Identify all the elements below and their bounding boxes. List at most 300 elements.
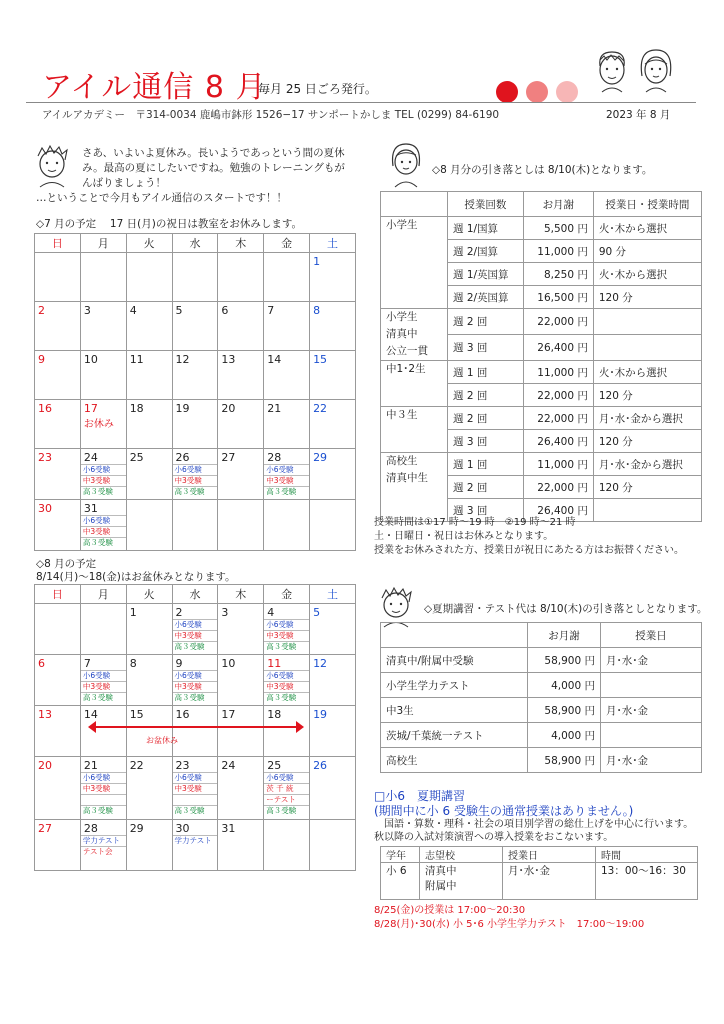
lesson-schedule bbox=[593, 335, 701, 361]
course-fee: 58,900 円 bbox=[528, 698, 601, 723]
col-school: 志望校 bbox=[420, 847, 503, 863]
day-number: 30 bbox=[38, 502, 52, 515]
day-number: 2 bbox=[175, 606, 183, 619]
calendar-day bbox=[218, 449, 264, 500]
note-line: 授業時間は①17 時～19 時 ②19 時～21 時 bbox=[374, 517, 576, 528]
calendar-day bbox=[126, 351, 172, 400]
course-days bbox=[601, 723, 702, 748]
august-heading-2: 8/14(月)～18(金)はお盆休みとなります。 bbox=[36, 571, 236, 583]
day-number: 26 bbox=[313, 759, 328, 772]
day-number: 3 bbox=[221, 606, 229, 619]
calendar-day bbox=[126, 449, 172, 500]
calendar-day bbox=[80, 400, 126, 449]
day-number: 29 bbox=[129, 822, 144, 835]
exam-tag: ーテスト bbox=[264, 794, 309, 805]
calendar-day bbox=[264, 604, 310, 655]
exam-tag: 中3受験 bbox=[173, 475, 218, 486]
day-number: 31 bbox=[83, 502, 98, 515]
academy-info: アイルアカデミー 〒314-0034 鹿嶋市鉢形 1526−17 サンポートかしま TEL (0299) 84-6190 bbox=[42, 109, 500, 121]
exam-tag: 小6受験 bbox=[264, 619, 309, 630]
exam-tag: 高３受験 bbox=[81, 805, 126, 816]
day-number: 25 bbox=[129, 451, 144, 464]
calendar-day bbox=[35, 706, 81, 757]
school-cell bbox=[420, 863, 503, 900]
exam-tag: 小6受験 bbox=[81, 464, 126, 475]
fee-header bbox=[381, 192, 448, 217]
day-number: 21 bbox=[83, 759, 98, 772]
calendar-day bbox=[264, 500, 310, 551]
summer-header: 授業日 bbox=[601, 623, 702, 648]
exam-tag: 高３受験 bbox=[81, 486, 126, 497]
day-number: 28 bbox=[83, 822, 98, 835]
exam-tag: 高３受験 bbox=[264, 641, 309, 652]
day-number: 21 bbox=[267, 402, 282, 415]
intro-text-2: …ということで今月もアイル通信のスタートです！！ bbox=[36, 192, 288, 204]
calendar-day bbox=[310, 400, 356, 449]
exam-tag: 高３受験 bbox=[81, 537, 126, 548]
summer-header: お月謝 bbox=[528, 623, 601, 648]
day-number: 1 bbox=[129, 606, 137, 619]
arrow-right-icon bbox=[296, 721, 304, 733]
calendar-day bbox=[218, 302, 264, 351]
day-number: 12 bbox=[175, 353, 190, 366]
course-name: 小学生学力テスト bbox=[381, 673, 528, 698]
calendar-day bbox=[218, 351, 264, 400]
monthly-fee: 11,000 円 bbox=[523, 453, 593, 476]
calendar-day bbox=[264, 400, 310, 449]
exam-tag: 小6受験 bbox=[173, 670, 218, 681]
lesson-schedule: 120 分 bbox=[593, 384, 701, 407]
day-number: 17 bbox=[221, 708, 236, 721]
calendar-day bbox=[80, 604, 126, 655]
fee-row bbox=[381, 217, 702, 240]
lesson-schedule: 120 分 bbox=[593, 286, 701, 309]
day-number: 23 bbox=[175, 759, 190, 772]
exam-tag: 学力テスト bbox=[81, 835, 126, 846]
calendar-week bbox=[35, 449, 356, 500]
day-number: 7 bbox=[267, 304, 275, 317]
calendar-day bbox=[35, 604, 81, 655]
day-number: 29 bbox=[313, 451, 328, 464]
day-number: 4 bbox=[129, 304, 137, 317]
exam-tag: 中3受験 bbox=[173, 630, 218, 641]
exam-tag: 小6受験 bbox=[173, 464, 218, 475]
lesson-schedule: 月･水･金から選択 bbox=[593, 453, 701, 476]
day-number: 9 bbox=[175, 657, 183, 670]
calendar-day bbox=[310, 706, 356, 757]
calendar-day bbox=[172, 706, 218, 757]
calendar-day bbox=[172, 655, 218, 706]
exam-tag: 高３受験 bbox=[81, 692, 126, 703]
lesson-schedule: 月･水･金から選択 bbox=[593, 407, 701, 430]
calendar-week bbox=[35, 302, 356, 351]
calendar-day bbox=[310, 302, 356, 351]
obon-label: お盆休み bbox=[146, 736, 178, 745]
lesson-count: 週 2 回 bbox=[448, 407, 524, 430]
calendar-day bbox=[35, 500, 81, 551]
exam-tag bbox=[81, 794, 126, 805]
lesson-count: 週 2 回 bbox=[448, 384, 524, 407]
calendar-week bbox=[35, 351, 356, 400]
calendar-day bbox=[264, 253, 310, 302]
calendar-day bbox=[172, 449, 218, 500]
col-grade: 学年 bbox=[381, 847, 420, 863]
day-number: 14 bbox=[83, 708, 98, 721]
day-number: 4 bbox=[267, 606, 275, 619]
weekday-header: 土 bbox=[310, 585, 356, 604]
summer-row bbox=[381, 673, 702, 698]
calendar-day bbox=[310, 449, 356, 500]
day-number: 8 bbox=[129, 657, 137, 670]
school-name: 附属中 bbox=[425, 880, 457, 892]
calendar-day bbox=[35, 253, 81, 302]
day-number: 9 bbox=[38, 353, 45, 366]
grade-group: 小学生 清真中 公立一貫 bbox=[381, 309, 448, 361]
monthly-fee: 22,000 円 bbox=[523, 407, 593, 430]
fee-header: 授業日・授業時間 bbox=[593, 192, 701, 217]
weekday-header: 日 bbox=[35, 585, 81, 604]
calendar-day bbox=[172, 820, 218, 871]
day-number: 22 bbox=[129, 759, 144, 772]
day-number: 16 bbox=[38, 402, 52, 415]
lesson-count: 週 1/国算 bbox=[448, 217, 524, 240]
calendar-week bbox=[35, 604, 356, 655]
monthly-fee: 22,000 円 bbox=[523, 384, 593, 407]
calendar-day bbox=[218, 706, 264, 757]
calendar-day bbox=[264, 655, 310, 706]
grade6-subtitle: (期間中に小 6 受験生の通常授業はありません。) bbox=[374, 804, 634, 818]
exam-tag: 中3受験 bbox=[81, 783, 126, 794]
lesson-count: 週 3 回 bbox=[448, 430, 524, 453]
calendar-day bbox=[80, 253, 126, 302]
weekday-header: 月 bbox=[80, 585, 126, 604]
days-cell: 月･水･金 bbox=[503, 863, 596, 900]
weekday-header: 水 bbox=[172, 585, 218, 604]
fee-row bbox=[381, 361, 702, 384]
calendar-day bbox=[126, 500, 172, 551]
fee-header: 授業回数 bbox=[448, 192, 524, 217]
day-number: 19 bbox=[175, 402, 190, 415]
calendar-day bbox=[126, 253, 172, 302]
fee-row bbox=[381, 453, 702, 476]
calendar-day bbox=[172, 500, 218, 551]
calendar-day bbox=[310, 253, 356, 302]
exam-tag: 中3受験 bbox=[173, 681, 218, 692]
day-number: 31 bbox=[221, 822, 236, 835]
day-number: 5 bbox=[313, 606, 321, 619]
july-heading: ◇7 月の予定 17 日(月)の祝日は教室をお休みします。 bbox=[36, 218, 302, 230]
day-number: 24 bbox=[83, 451, 98, 464]
day-number: 3 bbox=[83, 304, 91, 317]
calendar-day bbox=[35, 302, 81, 351]
holiday-note: お休み bbox=[83, 419, 114, 430]
calendar-day bbox=[80, 655, 126, 706]
monthly-fee: 26,400 円 bbox=[523, 430, 593, 453]
day-number: 15 bbox=[313, 353, 328, 366]
exam-tag: 中3受験 bbox=[81, 681, 126, 692]
class-time-notes bbox=[374, 516, 684, 558]
calendar-day bbox=[80, 449, 126, 500]
newsletter-subtitle: 毎月 25 日ごろ発行。 bbox=[258, 82, 377, 96]
course-days: 月･水･金 bbox=[601, 648, 702, 673]
grade6-schedule-table bbox=[380, 846, 698, 900]
calendar-week bbox=[35, 400, 356, 449]
day-number: 30 bbox=[175, 822, 190, 835]
calendar-day bbox=[172, 302, 218, 351]
calendar-day bbox=[126, 757, 172, 820]
grade-group: 中３生 bbox=[381, 407, 448, 453]
light-pink-dot-icon bbox=[556, 81, 578, 103]
red-dot-icon bbox=[496, 81, 518, 103]
lesson-schedule: 90 分 bbox=[593, 240, 701, 263]
course-name: 清真中/附属中受験 bbox=[381, 648, 528, 673]
day-number: 1 bbox=[313, 255, 321, 268]
weekday-header: 土 bbox=[310, 234, 356, 253]
calendar-day bbox=[264, 449, 310, 500]
school-name: 清真中 bbox=[425, 865, 457, 877]
woman-face-icon bbox=[386, 140, 426, 188]
course-fee: 4,000 円 bbox=[528, 673, 601, 698]
calendar-day bbox=[126, 302, 172, 351]
exam-tag: 小6受験 bbox=[173, 619, 218, 630]
calendar-week bbox=[35, 655, 356, 706]
calendar-day bbox=[126, 820, 172, 871]
summer-row bbox=[381, 748, 702, 773]
calendar-day bbox=[310, 820, 356, 871]
summer-header bbox=[381, 623, 528, 648]
obon-arrow bbox=[92, 726, 298, 728]
day-number: 19 bbox=[313, 708, 328, 721]
day-number: 22 bbox=[313, 402, 328, 415]
day-number: 18 bbox=[267, 708, 282, 721]
exam-tag: 中3受験 bbox=[81, 475, 126, 486]
lesson-count: 週 2 回 bbox=[448, 476, 524, 499]
calendar-day bbox=[218, 400, 264, 449]
issue-date: 2023 年 8 月 bbox=[606, 109, 671, 121]
lesson-schedule: 火･木から選択 bbox=[593, 361, 701, 384]
day-number: 14 bbox=[267, 353, 282, 366]
monthly-fee-table bbox=[380, 191, 702, 522]
exam-tag: 高３受験 bbox=[173, 692, 218, 703]
calendar-day bbox=[218, 757, 264, 820]
calendar-week bbox=[35, 706, 356, 757]
exam-tag: 中3受験 bbox=[264, 630, 309, 641]
exam-tag: 小6受験 bbox=[81, 515, 126, 526]
day-number: 2 bbox=[38, 304, 45, 317]
calendar-day bbox=[310, 655, 356, 706]
calendar-day bbox=[35, 655, 81, 706]
day-number: 8 bbox=[313, 304, 321, 317]
col-time: 時間 bbox=[596, 847, 698, 863]
course-fee: 58,900 円 bbox=[528, 648, 601, 673]
lesson-schedule bbox=[593, 309, 701, 335]
calendar-day bbox=[80, 302, 126, 351]
course-name: 中3生 bbox=[381, 698, 528, 723]
day-number: 18 bbox=[129, 402, 144, 415]
calendar-day bbox=[310, 351, 356, 400]
calendar-day bbox=[80, 757, 126, 820]
fee-row bbox=[381, 309, 702, 335]
calendar-day bbox=[80, 500, 126, 551]
lesson-count: 週 1 回 bbox=[448, 361, 524, 384]
header-divider bbox=[26, 102, 696, 103]
course-name: 高校生 bbox=[381, 748, 528, 773]
weekday-header: 木 bbox=[218, 585, 264, 604]
grade-cell: 小 6 bbox=[381, 863, 420, 900]
day-number: 24 bbox=[221, 759, 236, 772]
calendar-week bbox=[35, 500, 356, 551]
weekday-header: 金 bbox=[264, 234, 310, 253]
weekday-header: 水 bbox=[172, 234, 218, 253]
intro-text: さあ、いよいよ夏休み。長いようであっという間の夏休み。最高の夏にしたいですね。勉強のトレーニングもがんばりましょう！ bbox=[82, 147, 345, 189]
calendar-day bbox=[172, 400, 218, 449]
lesson-schedule: 120 分 bbox=[593, 430, 701, 453]
lesson-count: 週 3 回 bbox=[448, 499, 524, 522]
day-number: 11 bbox=[129, 353, 144, 366]
monthly-fee: 11,000 円 bbox=[523, 240, 593, 263]
calendar-day bbox=[126, 655, 172, 706]
lesson-count: 週 2 回 bbox=[448, 309, 524, 335]
exam-tag: 中3受験 bbox=[81, 526, 126, 537]
calendar-day bbox=[310, 500, 356, 551]
calendar-day bbox=[264, 302, 310, 351]
exam-tag: 茨 千 統 bbox=[264, 783, 309, 794]
weekday-header: 火 bbox=[126, 585, 172, 604]
july-calendar bbox=[34, 233, 356, 551]
day-number: 26 bbox=[175, 451, 190, 464]
course-fee: 58,900 円 bbox=[528, 748, 601, 773]
calendar-week bbox=[35, 757, 356, 820]
monthly-fee: 22,000 円 bbox=[523, 476, 593, 499]
grade-group: 小学生 bbox=[381, 217, 448, 309]
calendar-day bbox=[126, 400, 172, 449]
weekday-header: 木 bbox=[218, 234, 264, 253]
calendar-day bbox=[126, 706, 172, 757]
calendar-day bbox=[35, 757, 81, 820]
august-heading: ◇8 月の予定 bbox=[36, 558, 97, 570]
summer-heading: ◇夏期講習・テスト代は 8/10(木)の引き落としとなります。 bbox=[424, 603, 708, 615]
exam-tag: 小6受験 bbox=[81, 772, 126, 783]
lesson-count: 週 3 回 bbox=[448, 335, 524, 361]
calendar-day bbox=[80, 351, 126, 400]
day-number: 10 bbox=[221, 657, 236, 670]
grade6-note-1: 8/25(金)の授業は 17:00～20:30 bbox=[374, 905, 526, 916]
fee-header: お月謝 bbox=[523, 192, 593, 217]
note-line: 授業をお休みされた方、授業日が祝日にあたる方はお振替ください。 bbox=[374, 545, 684, 556]
exam-tag: テスト会 bbox=[81, 846, 126, 857]
course-days: 月･水･金 bbox=[601, 748, 702, 773]
calendar-day bbox=[172, 757, 218, 820]
day-number: 25 bbox=[267, 759, 282, 772]
exam-tag: 小6受験 bbox=[81, 670, 126, 681]
exam-tag: 中3受験 bbox=[264, 681, 309, 692]
calendar-day bbox=[218, 820, 264, 871]
day-number: 20 bbox=[38, 759, 52, 772]
lesson-count: 週 2/国算 bbox=[448, 240, 524, 263]
exam-tag: 高３受験 bbox=[264, 805, 309, 816]
day-number: 15 bbox=[129, 708, 144, 721]
lesson-schedule: 火･木から選択 bbox=[593, 263, 701, 286]
boy-face-icon bbox=[32, 142, 72, 188]
calendar-day bbox=[35, 449, 81, 500]
exam-tag: 小6受験 bbox=[173, 772, 218, 783]
exam-tag: 高３受験 bbox=[173, 805, 218, 816]
day-number: 27 bbox=[38, 822, 52, 835]
calendar-day bbox=[172, 351, 218, 400]
weekday-header: 日 bbox=[35, 234, 81, 253]
day-number: 6 bbox=[221, 304, 229, 317]
exam-tag: 中3受験 bbox=[173, 783, 218, 794]
day-number: 27 bbox=[221, 451, 236, 464]
day-number: 16 bbox=[175, 708, 190, 721]
calendar-week bbox=[35, 253, 356, 302]
exam-tag bbox=[173, 794, 218, 805]
day-number: 10 bbox=[83, 353, 98, 366]
day-number: 28 bbox=[267, 451, 282, 464]
exam-tag: 高３受験 bbox=[264, 486, 309, 497]
exam-tag: 学力テスト bbox=[173, 835, 218, 846]
exam-tag: 小6受験 bbox=[264, 772, 309, 783]
fees-heading: ◇8 月分の引き落としは 8/10(木)となります。 bbox=[432, 164, 653, 176]
exam-tag: 中3受験 bbox=[264, 475, 309, 486]
arrow-left-icon bbox=[88, 721, 96, 733]
calendar-day bbox=[35, 400, 81, 449]
grade-group: 高校生 清真中生 bbox=[381, 453, 448, 522]
calendar-day bbox=[218, 253, 264, 302]
weekday-header: 月 bbox=[80, 234, 126, 253]
day-number: 11 bbox=[267, 657, 282, 670]
lesson-count: 週 1/英国算 bbox=[448, 263, 524, 286]
lesson-count: 週 2/英国算 bbox=[448, 286, 524, 309]
calendar-day bbox=[264, 351, 310, 400]
course-days bbox=[601, 673, 702, 698]
calendar-day bbox=[218, 655, 264, 706]
monthly-fee: 8,250 円 bbox=[523, 263, 593, 286]
monthly-fee: 16,500 円 bbox=[523, 286, 593, 309]
grade6-title: □小6 夏期講習 bbox=[374, 789, 465, 803]
calendar-day bbox=[126, 604, 172, 655]
summer-row bbox=[381, 698, 702, 723]
day-number: 23 bbox=[38, 451, 52, 464]
day-number: 13 bbox=[38, 708, 52, 721]
course-name: 茨城/千葉統一テスト bbox=[381, 723, 528, 748]
col-days: 授業日 bbox=[503, 847, 596, 863]
time-cell: 13：00～16：30 bbox=[596, 863, 698, 900]
weekday-header: 火 bbox=[126, 234, 172, 253]
monthly-fee: 26,400 円 bbox=[523, 499, 593, 522]
day-number: 5 bbox=[175, 304, 183, 317]
course-fee: 4,000 円 bbox=[528, 723, 601, 748]
summer-row bbox=[381, 648, 702, 673]
day-number: 17 bbox=[83, 402, 98, 415]
newsletter-title: アイル通信 8 月 bbox=[42, 70, 267, 105]
calendar-day bbox=[310, 604, 356, 655]
day-number: 20 bbox=[221, 402, 236, 415]
day-number: 6 bbox=[38, 657, 45, 670]
monthly-fee: 22,000 円 bbox=[523, 309, 593, 335]
grade-group: 中1･2生 bbox=[381, 361, 448, 407]
exam-tag: 小6受験 bbox=[264, 464, 309, 475]
monthly-fee: 26,400 円 bbox=[523, 335, 593, 361]
lesson-schedule: 120 分 bbox=[593, 476, 701, 499]
summer-row bbox=[381, 723, 702, 748]
day-number: 12 bbox=[313, 657, 328, 670]
monthly-fee: 5,500 円 bbox=[523, 217, 593, 240]
grade6-description: 国語・算数・理科・社会の項目別学習の総仕上げを中心に行います。秋以降の入試対策演習への導入授業をおこないます。 bbox=[374, 819, 694, 843]
note-line: 土・日曜日・祝日はお休みとなります。 bbox=[374, 531, 554, 542]
girl-face-icon bbox=[636, 46, 676, 94]
exam-tag: 小6受験 bbox=[264, 670, 309, 681]
